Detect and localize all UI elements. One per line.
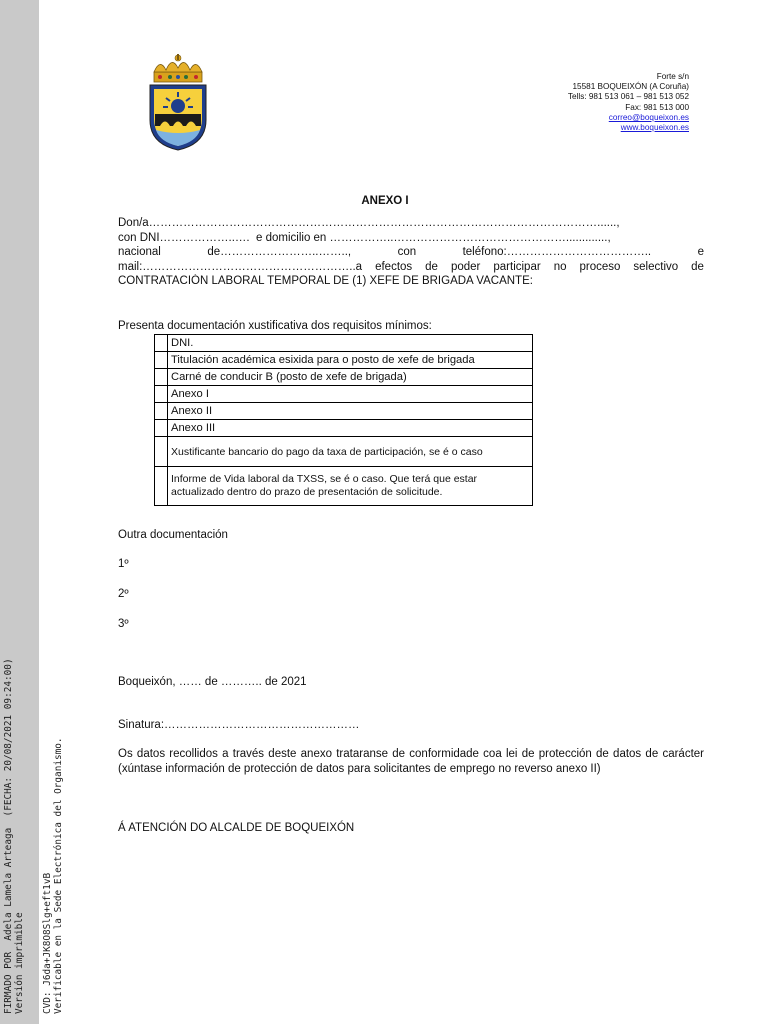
other-documentation-heading: Outra documentación	[118, 529, 228, 541]
coat-of-arms-icon	[146, 52, 210, 152]
other-item-3: 3º	[118, 618, 129, 630]
document-title: ANEXO I	[361, 195, 409, 207]
place-date-line: Boqueixón, …… de ……….. de 2021	[118, 676, 307, 688]
website-link[interactable]: www.boqueixon.es	[620, 123, 689, 133]
checkbox-cell[interactable]	[155, 437, 168, 467]
document-label: DNI.	[168, 335, 533, 352]
checkbox-cell[interactable]	[155, 467, 168, 506]
table-row	[155, 403, 533, 420]
table-row	[155, 352, 533, 369]
checkbox-cell[interactable]	[155, 420, 168, 437]
other-item-2: 2º	[118, 588, 129, 600]
checkbox-cell[interactable]	[155, 386, 168, 403]
document-label: Xustificante bancario do pago da taxa de participación, se é o caso	[168, 437, 533, 467]
table-row	[155, 420, 533, 437]
checkbox-cell[interactable]	[155, 335, 168, 352]
verification-code-text: CVD: J6da+JK8O8Slg+eft1vB Verificable en la Sede Electrónica del Organismo.	[42, 737, 64, 1014]
table-row	[155, 437, 533, 467]
form-line-dni: con DNI………………..…. e domicilio en ……………..……………………………………….............,	[118, 231, 611, 244]
table-row	[155, 467, 533, 506]
applicant-form-paragraph	[118, 216, 704, 289]
document-label: Informe de Vida laboral da TXSS, se é o caso. Que terá que estar actualizado dentro do prazo de presentación de solicitude.	[168, 467, 533, 506]
phone-line: Tells: 981 513 061 – 981 513 052	[567, 92, 689, 102]
email-link[interactable]: correo@boqueixon.es	[608, 112, 689, 122]
municipal-address-block	[500, 72, 689, 133]
form-line-email: mail:………………………………………………..a efectos de poder participar no proceso selectivo de	[118, 260, 704, 273]
fax-line: Fax: 981 513 000	[625, 102, 689, 112]
table-row	[155, 335, 533, 352]
document-label: Anexo I	[168, 386, 533, 403]
form-line-nationality: nacional de……………………..…….., con teléfono:……………………………….. e	[118, 246, 704, 258]
data-protection-notice: Os datos recollidos a través deste anexo trataranse de conformidade coa lei de protección de datos de carácter (xúntase información de protección de datos para solicitantes de emprego no reverso anexo II)	[118, 748, 704, 775]
signature-line: Sinatura:……………………………………………	[118, 719, 360, 731]
document-label: Carné de conducir B (posto de xefe de brigada)	[168, 369, 533, 386]
address-line: 15581 BOQUEIXÓN (A Coruña)	[572, 82, 689, 92]
document-label: Anexo II	[168, 403, 533, 420]
document-label: Titulación académica esixida para o posto de xefe de brigada	[168, 352, 533, 369]
checkbox-cell[interactable]	[155, 403, 168, 420]
required-documents-table	[154, 334, 533, 506]
documentation-heading: Presenta documentación xustificativa dos requisitos mínimos:	[118, 320, 432, 332]
addressee-line: Á ATENCIÓN DO ALCALDE DE BOQUEIXÓN	[118, 822, 355, 834]
form-line-name: Don/a………………………………………………………………………………………………………......,	[118, 217, 620, 229]
document-label: Anexo III	[168, 420, 533, 437]
signature-stamp-text: FIRMADO POR Adela Lamela Arteaga (FECHA: 20/08/2021 09:24:00) Versión imprimible	[3, 658, 25, 1014]
form-line-position: CONTRATACIÓN LABORAL TEMPORAL DE (1) XEFE DE BRIGADA VACANTE:	[118, 275, 533, 287]
table-row	[155, 386, 533, 403]
checkbox-cell[interactable]	[155, 369, 168, 386]
table-row	[155, 369, 533, 386]
address-line: Forte s/n	[656, 72, 689, 81]
checkbox-cell[interactable]	[155, 352, 168, 369]
other-item-1: 1º	[118, 558, 129, 570]
